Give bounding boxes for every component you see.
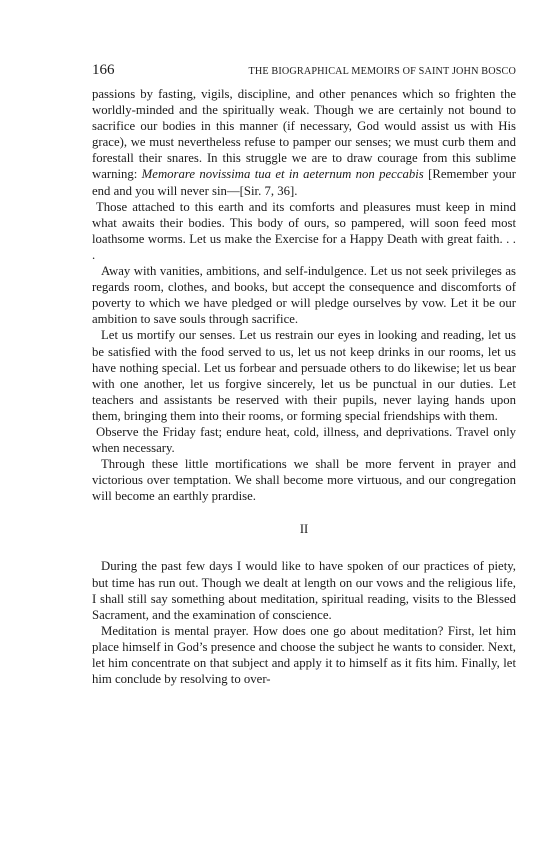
- paragraph: Through these little mortifications we shall be more fervent in prayer and victorious over temptation. We shall become more virtuous, and our congregation will become an earthly prardise.: [92, 457, 516, 504]
- paragraph-text: [Remember your end and you will never sin—[Sir. 7, 36].: [92, 167, 516, 198]
- paragraph: During the past few days I would like to have spoken of our practices of piety, but time has run out. Though we dealt at length on our vows and the religious life, I shall still say something about meditation, spiritual reading, visits to the Blessed Sacrament, and the examination of conscience.: [92, 559, 516, 622]
- paragraph-continued: [92, 86, 516, 199]
- paragraph: Meditation is mental prayer. How does one go about meditation? First, let him place himself in God’s presence and choose the subject he wants to consider. Next, let him concentrate on that subject and apply it to himself as it fits him. Finally, let him conclude by resolving to over-: [92, 623, 516, 687]
- book-page: [92, 62, 516, 687]
- page-number: 166: [92, 62, 115, 78]
- paragraph-text: passions by fasting, vigils, discipline, and other penances which so frighten the worldly-minded and the spiritually weak. Though we are certainly not bound to sacrifice our bodies in this manner (if necessary, God would assist us with His grace), we must nevertheless refuse to pamper our senses; we must curb them and forestall their snares. In this struggle we are to draw courage from this sublime warning:: [92, 87, 516, 182]
- latin-quotation: Memorare novissima tua et in aeternum non peccabis: [141, 167, 424, 182]
- running-head: THE BIOGRAPHICAL MEMOIRS OF SAINT JOHN BOSCO: [248, 66, 516, 77]
- paragraph: Those attached to this earth and its comforts and pleasures must keep in mind what awaits their bodies. This body of ours, so pampered, will soon feed most loathsome worms. Let us make the Exercise for a Happy Death with great faith. . . .: [92, 199, 516, 262]
- paragraph: Observe the Friday fast; endure heat, cold, illness, and deprivations. Travel only when necessary.: [92, 424, 516, 456]
- paragraph: Away with vanities, ambitions, and self-indulgence. Let us not seek privileges as regards room, clothes, and books, but accept the consequence and discomforts of poverty to which we have pledged or will pledge ourselves by vow. Let it be our ambition to save souls through sacrifice.: [92, 264, 516, 327]
- section-numeral: II: [299, 522, 309, 537]
- page-header: [92, 62, 516, 84]
- paragraph: Let us mortify our senses. Let us restrain our eyes in looking and reading, let us be satisfied with the food served to us, let us not keep drinks in our rooms, let us have nothing special. Let us forbear and persuade others to do likewise; let us bear with one another, let us forgive sincerely, let us be punctual in our duties. Let teachers and assistants be reserved with their pupils, never laying hands upon them, bringing them into their rooms, or forming special friendships with them.: [92, 328, 516, 423]
